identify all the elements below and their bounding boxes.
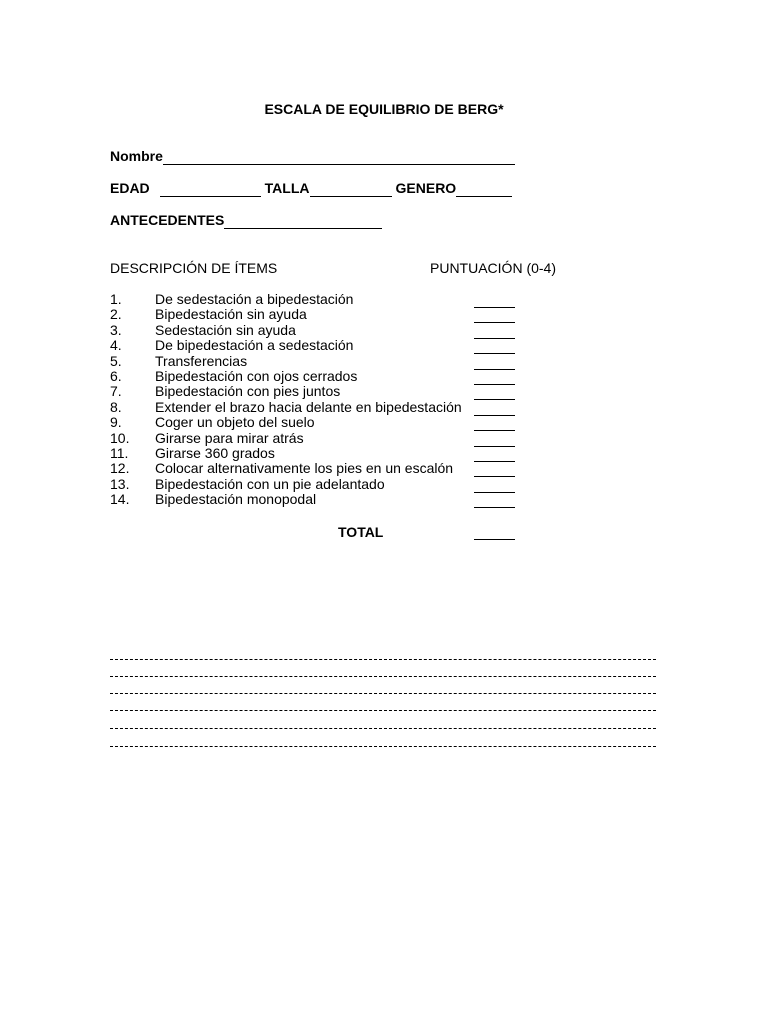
- genero-label: GENERO: [395, 180, 457, 196]
- item-description: Extender el brazo hacia delante en bipedestación: [155, 398, 462, 415]
- nombre-row: [110, 148, 515, 165]
- item-number: 10.: [110, 429, 130, 446]
- item-number: 11.: [110, 445, 129, 461]
- item-number: 6.: [110, 368, 122, 384]
- edad-label: EDAD: [110, 180, 150, 196]
- item-score-field[interactable]: [474, 322, 515, 323]
- item-score-field[interactable]: [474, 461, 515, 462]
- item-number: 13.: [110, 475, 130, 492]
- total-score-field[interactable]: [474, 539, 515, 540]
- notes-line[interactable]: [110, 693, 656, 694]
- genero-field[interactable]: [456, 183, 512, 197]
- nombre-label: Nombre: [110, 148, 163, 164]
- notes-line[interactable]: [110, 728, 656, 729]
- item-description: Bipedestación con ojos cerrados: [155, 368, 358, 384]
- item-score-field[interactable]: [474, 446, 515, 447]
- item-description: Bipedestación con pies juntos: [155, 383, 341, 400]
- item-number: 2.: [110, 306, 122, 323]
- notes-line[interactable]: [110, 659, 656, 660]
- item-description: Coger un objeto del suelo: [155, 414, 315, 431]
- item-description: Girarse para mirar atrás: [155, 429, 304, 446]
- item-description: De bipedestación a sedestación: [155, 337, 354, 354]
- item-number: 4.: [110, 337, 122, 354]
- score-header: PUNTUACIÓN (0-4): [430, 260, 557, 276]
- nombre-field[interactable]: [163, 151, 515, 165]
- item-description: Bipedestación con un pie adelantado: [155, 475, 385, 492]
- item-score-field[interactable]: [474, 384, 515, 385]
- edad-talla-genero-row: [110, 180, 512, 197]
- description-header: DESCRIPCIÓN DE ÍTEMS: [110, 260, 278, 276]
- item-score-field[interactable]: [474, 430, 515, 431]
- notes-line[interactable]: [110, 676, 656, 677]
- item-score-field[interactable]: [474, 492, 515, 493]
- edad-field[interactable]: [160, 183, 261, 197]
- item-description: Transferencias: [155, 352, 248, 369]
- item-score-field[interactable]: [474, 476, 515, 477]
- notes-line[interactable]: [110, 746, 656, 747]
- item-number: 9.: [110, 414, 122, 431]
- antecedentes-field[interactable]: [224, 215, 382, 229]
- document-title: ESCALA DE EQUILIBRIO DE BERG*: [264, 101, 504, 117]
- item-description: Girarse 360 grados: [155, 445, 275, 461]
- item-description: De sedestación a bipedestación: [155, 291, 354, 307]
- item-score-field[interactable]: [474, 307, 515, 308]
- item-description: Colocar alternativamente los pies en un escalón: [155, 460, 454, 477]
- antecedentes-row: [110, 212, 382, 229]
- total-label: TOTAL: [338, 524, 384, 540]
- item-score-field[interactable]: [474, 415, 515, 416]
- talla-field[interactable]: [310, 183, 392, 197]
- item-score-field[interactable]: [474, 399, 515, 400]
- item-number: 7.: [110, 383, 122, 400]
- item-number: 3.: [110, 321, 122, 338]
- item-description: Bipedestación sin ayuda: [155, 306, 307, 323]
- item-score-field[interactable]: [474, 507, 515, 508]
- item-score-field[interactable]: [474, 369, 515, 370]
- antecedentes-label: ANTECEDENTES: [110, 212, 225, 228]
- item-score-field[interactable]: [474, 353, 515, 354]
- item-number: 12.: [110, 460, 130, 477]
- item-description: Sedestación sin ayuda: [155, 321, 296, 338]
- talla-label: TALLA: [264, 180, 310, 196]
- item-description: Bipedestación monopodal: [155, 491, 317, 508]
- item-number: 8.: [110, 398, 122, 415]
- item-number: 5.: [110, 352, 122, 369]
- item-number: 1.: [110, 291, 122, 307]
- notes-line[interactable]: [110, 710, 656, 711]
- item-score-field[interactable]: [474, 338, 515, 339]
- item-number: 14.: [110, 491, 130, 508]
